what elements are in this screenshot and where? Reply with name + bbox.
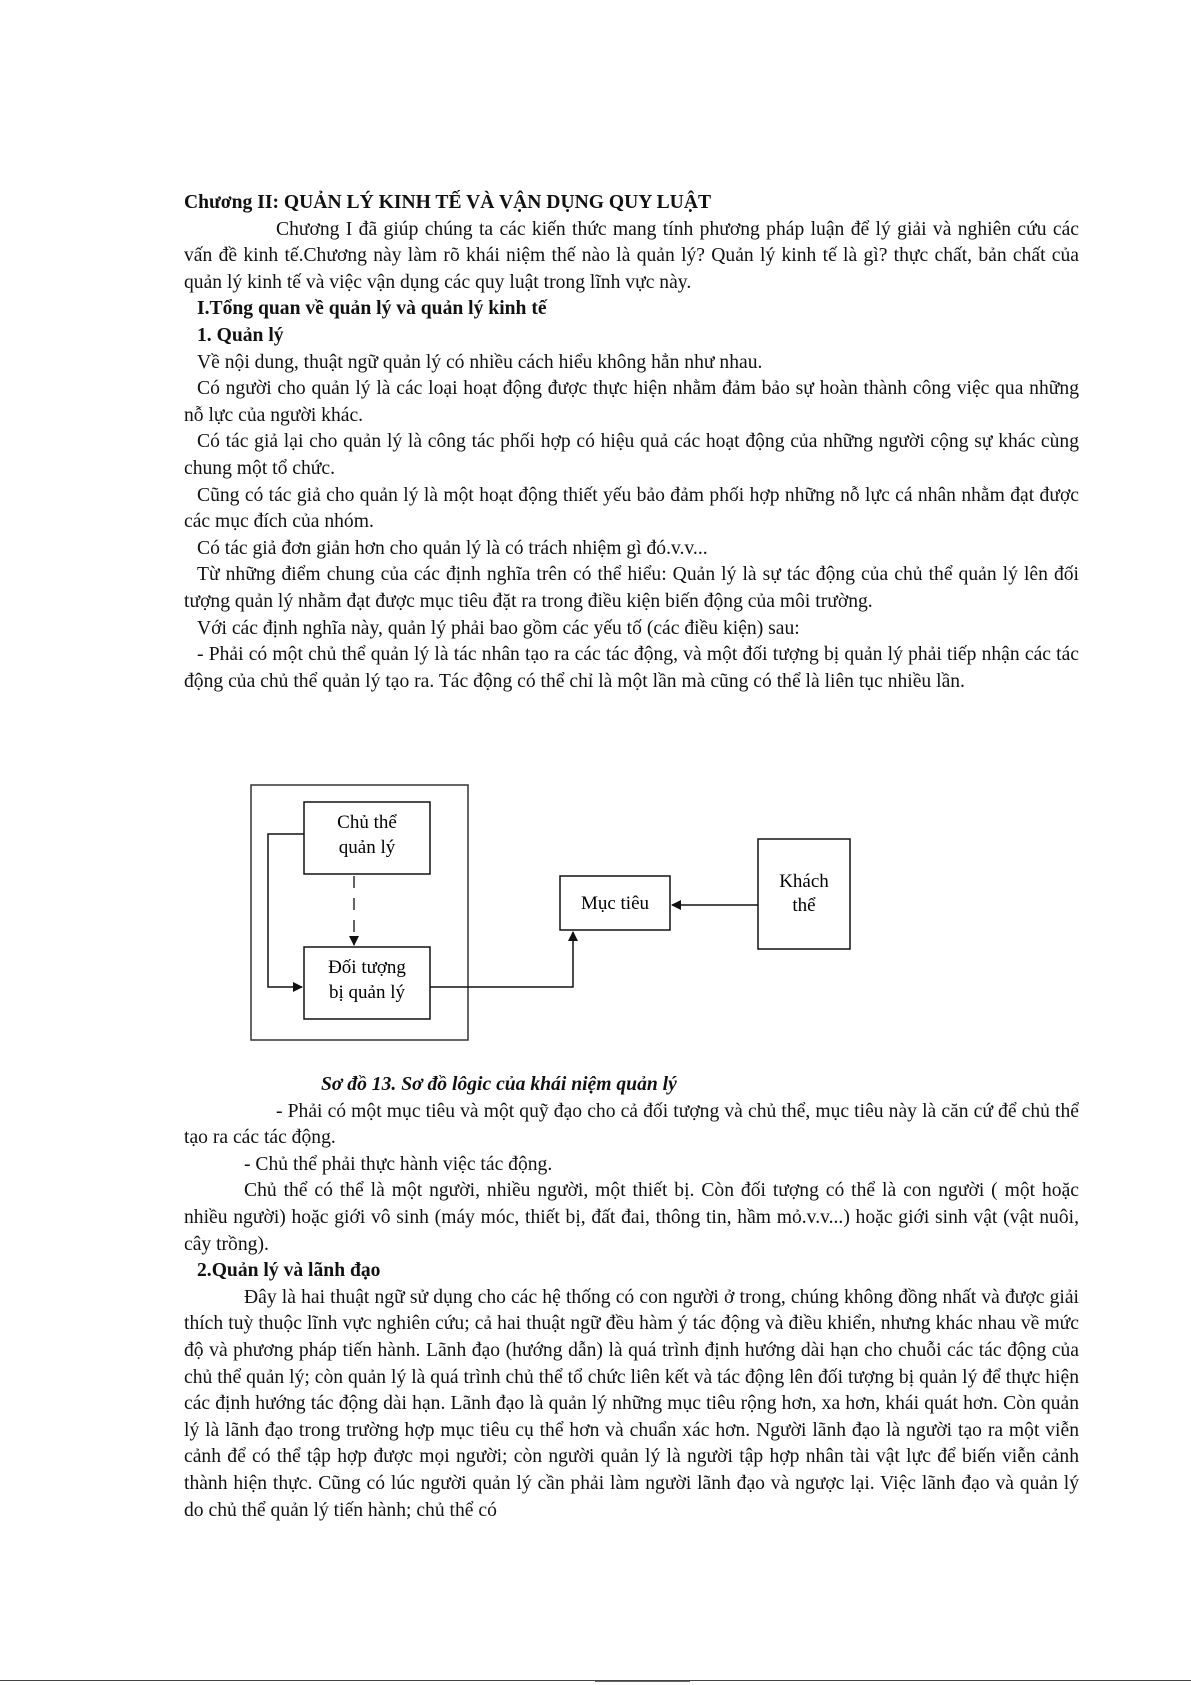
object-label-line1: Đối tượng	[328, 957, 406, 978]
footer-rule-accent	[595, 1681, 690, 1682]
paragraph: Chủ thể có thể là một người, nhiều người, một thiết bị. Còn đối tượng có thể là con người ( một hoặc nhiều người) hoặc giới vô sinh (máy móc, thiết bị, đất đai, thông tin, hầm mỏ.v.v...) hoặc giới sinh vật (vật nuôi, cây trồng).	[184, 1180, 1079, 1255]
management-logic-diagram	[250, 784, 870, 1044]
paragraph: Có tác giả đơn giản hơn cho quản lý là có trách nhiệm gì đó.v.v...	[197, 537, 708, 559]
text-block-bottom	[184, 1072, 1079, 1524]
subsection-heading-2: 2.Quản lý và lãnh đạo	[197, 1260, 381, 1282]
paragraph: Về nội dung, thuật ngữ quản lý có nhiều cách hiểu không hẳn như nhau.	[197, 351, 763, 373]
paragraph: Cũng có tác giả cho quản lý là một hoạt động thiết yếu bảo đảm phối hợp những nỗ lực cá nhân nhằm đạt được các mục đích của nhóm.	[184, 484, 1079, 533]
subject-label-line2: quản lý	[338, 837, 396, 858]
client-box	[758, 839, 850, 949]
intro-paragraph: Chương I đã giúp chúng ta các kiến thức mang tính phương pháp luận để lý giải và nghiên cứu các vấn đề kinh tế.Chương này làm rõ khái niệm thế nào là quản lý? Quản lý kinh tế là gì? thực chất, bản chất của quản lý kinh tế và việc vận dụng các quy luật trong lĩnh vực này.	[184, 218, 1079, 293]
subsection-heading-1: 1. Quản lý	[197, 324, 284, 346]
client-label-line1: Khách	[779, 871, 829, 892]
object-label-line2: bị quản lý	[329, 982, 405, 1003]
arrow-object-to-goal	[430, 932, 573, 987]
subject-label-line1: Chủ thể	[337, 812, 397, 833]
text-block-top	[184, 190, 1079, 695]
paragraph: - Chủ thể phải thực hành việc tác động.	[244, 1153, 553, 1175]
diagram-caption: Sơ đồ 13. Sơ đồ lôgic của khái niệm quản lý	[321, 1074, 677, 1095]
paragraph: Đây là hai thuật ngữ sử dụng cho các hệ thống có con người ở trong, chúng không đồng nhất và được giải thích tuỳ thuộc lĩnh vực nghiên cứu; cả hai thuật ngữ đều hàm ý tác động và điều khiển, nhưng khác nhau về mức độ và phương pháp tiến hành. Lãnh đạo (hướng dẫn) là quá trình định hướng dài hạn cho chuỗi các tác động của chủ thể quản lý; còn quản lý là quá trình chủ thể tổ chức liên kết và tác động lên đối tượng bị quản lý để thực hiện các định hướng tác động dài hạn. Lãnh đạo là quản lý những mục tiêu rộng hơn, xa hơn, khái quát hơn. Còn quản lý là lãnh đạo trong trường hợp mục tiêu cụ thể hơn và chuẩn xác hơn. Người lãnh đạo là người tạo ra một viễn cảnh để có thể tập hợp được mọi người; còn người quản lý là người tập hợp nhân tài vật lực để biến viễn cảnh thành hiện thực. Cũng có lúc người quản lý cần phải làm người lãnh đạo và ngược lại. Việc lãnh đạo và quản lý do chủ thể quản lý tiến hành; chủ thể có	[184, 1286, 1079, 1521]
paragraph: - Phải có một mục tiêu và một quỹ đạo cho cả đối tượng và chủ thể, mục tiêu này là căn cứ để chủ thể tạo ra các tác động.	[184, 1100, 1079, 1149]
section-heading: I.Tổng quan về quản lý và quản lý kinh tế	[197, 298, 547, 320]
arrow-subject-loop-to-object	[268, 834, 304, 987]
client-label-line2: thể	[792, 895, 816, 916]
paragraph: Có tác giả lại cho quản lý là công tác phối hợp có hiệu quả các hoạt động của những người cộng sự khác cùng chung một tổ chức.	[184, 431, 1079, 479]
chapter-title: Chương II: QUẢN LÝ KINH TẾ VÀ VẬN DỤNG QUY LUẬT	[184, 192, 712, 213]
paragraph: Từ những điểm chung của các định nghĩa trên có thể hiểu: Quản lý là sự tác động của chủ thể quản lý lên đối tượng quản lý nhằm đạt được mục tiêu đặt ra trong điều kiện biến động của môi trường.	[184, 564, 1079, 612]
paragraph: Với các định nghĩa này, quản lý phải bao gồm các yếu tố (các điều kiện) sau:	[197, 617, 800, 639]
paragraph: Có người cho quản lý là các loại hoạt động được thực hiện nhằm đảm bảo sự hoàn thành công việc qua những nỗ lực của người khác.	[184, 378, 1079, 426]
goal-label: Mục tiêu	[580, 893, 650, 914]
paragraph: - Phải có một chủ thể quản lý là tác nhân tạo ra các tác động, và một đối tượng bị quản lý phải tiếp nhận các tác động của chủ thể quản lý tạo ra. Tác động có thể chỉ là một lần mà cũng có thể là liên tục nhiều lần.	[184, 644, 1079, 692]
